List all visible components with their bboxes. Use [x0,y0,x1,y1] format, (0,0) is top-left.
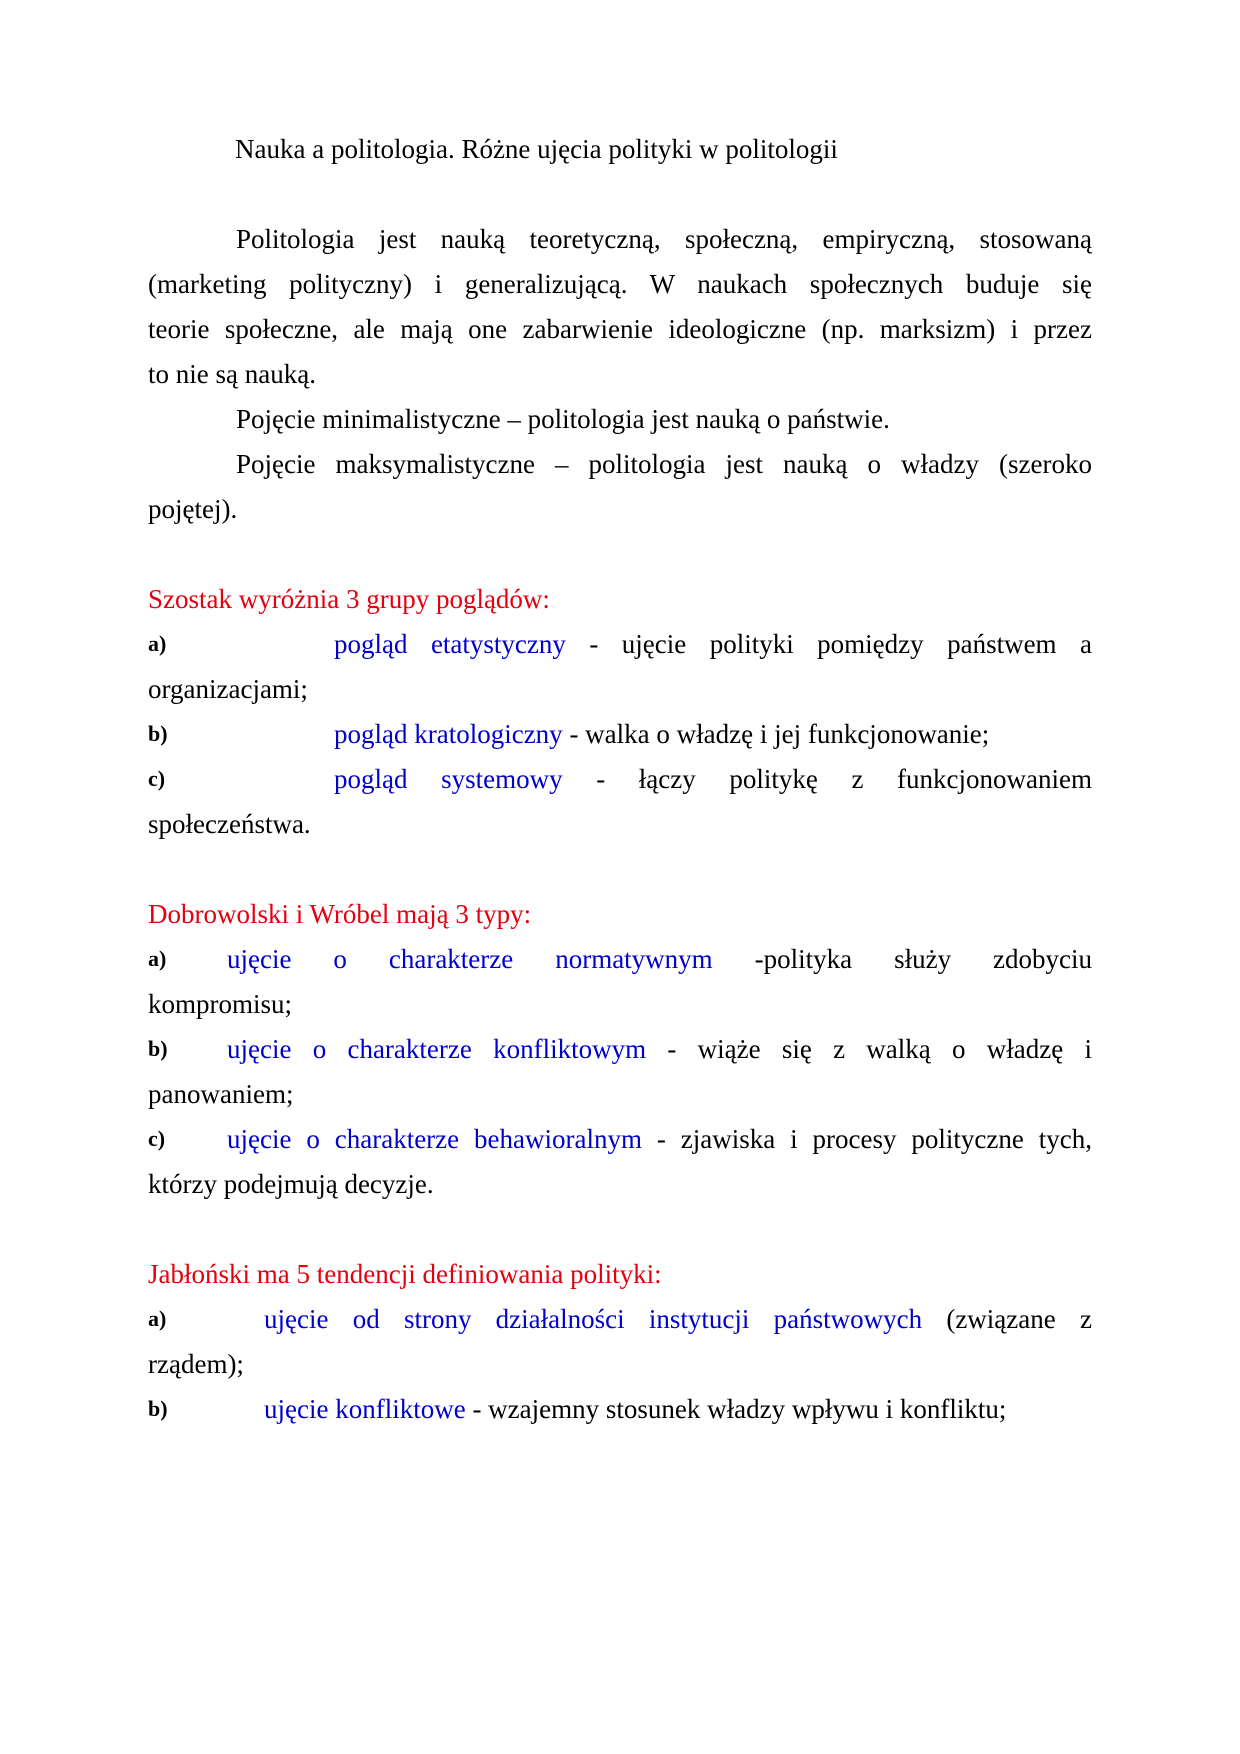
list-item-text [334,619,1092,669]
list-item-term: ujęcie konfliktowe [264,1394,466,1424]
list-item-text [264,1294,1092,1344]
intro-line-2: (marketing polityczny) i generalizującą. W naukach społecznych buduje się [148,269,1092,299]
list-item-text [334,709,989,759]
intro-line-3: teorie społeczne, ale mają one zabarwienie ideologiczne (np. marksizm) i przez [148,314,1092,344]
maximalist-definition-line-2: pojętej). [148,494,238,524]
list-item-term: ujęcie o charakterze normatywnym [227,944,713,974]
minimalist-definition: Pojęcie minimalistyczne – politologia jest nauką o państwie. [236,404,890,434]
section-heading-jablonski: Jabłoński ma 5 tendencji definiowania polityki: [148,1259,662,1289]
list-item-continuation: organizacjami; [148,674,308,704]
intro-line-1: Politologia jest nauką teoretyczną, społeczną, empiryczną, stosowaną [236,224,1092,254]
list-item-text [334,754,1092,804]
list-item-term: pogląd etatystyczny [334,629,566,659]
list-item-description: -polityka służy zdobyciu [712,944,1092,974]
list-item-term: pogląd kratologiczny [334,719,563,749]
list-item-description: - łączy politykę z funkcjonowaniem [562,764,1092,794]
intro-line-4: to nie są nauką. [148,359,316,389]
list-item-text [227,1024,1092,1074]
section-heading-dobrowolski-wrobel: Dobrowolski i Wróbel mają 3 typy: [148,899,532,929]
list-marker: b) [148,721,168,746]
list-item-description: (związane z [922,1304,1092,1334]
maximalist-definition-line-1: Pojęcie maksymalistyczne – politologia jest nauką o władzy (szeroko [236,449,1092,479]
list-item-term: ujęcie od strony działalności instytucji państwowych [264,1304,923,1334]
list-item-description: - walka o władzę i jej funkcjonowanie; [562,719,990,749]
list-item-text [264,1384,1006,1434]
document-title: Nauka a politologia. Różne ujęcia polityki w politologii [235,134,838,164]
list-marker: a) [148,946,167,971]
list-item-term: pogląd systemowy [334,764,563,794]
list-item-text [227,934,1092,984]
list-item-continuation: którzy podejmują decyzje. [148,1169,434,1199]
list-marker: b) [148,1036,168,1061]
list-item-description: - wiąże się z walką o władzę i [646,1034,1092,1064]
list-item-continuation: społeczeństwa. [148,809,311,839]
list-item-description: - wzajemny stosunek władzy wpływu i konfliktu; [465,1394,1007,1424]
list-item-description: - zjawiska i procesy polityczne tych, [641,1124,1092,1154]
list-item-description: - ujęcie polityki pomiędzy państwem a [565,629,1092,659]
list-item-continuation: panowaniem; [148,1079,294,1109]
list-marker: c) [148,766,166,791]
list-item-term: ujęcie o charakterze konfliktowym [227,1034,647,1064]
list-marker: a) [148,631,167,656]
list-marker: a) [148,1306,167,1331]
list-item-continuation: kompromisu; [148,989,293,1019]
list-item-continuation: rządem); [148,1349,244,1379]
list-item-text [227,1114,1092,1164]
section-heading-szostak: Szostak wyróżnia 3 grupy poglądów: [148,584,550,614]
list-marker: b) [148,1396,168,1421]
list-item-term: ujęcie o charakterze behawioralnym [227,1124,642,1154]
list-marker: c) [148,1126,166,1151]
